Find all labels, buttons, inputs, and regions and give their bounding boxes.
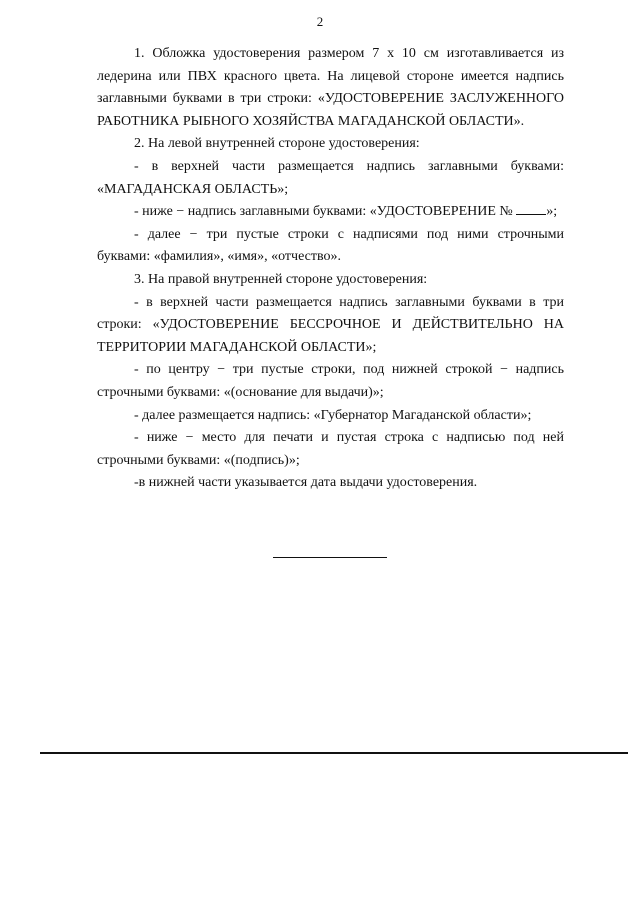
paragraph-left-number [97,201,564,224]
paragraph-left-name-lines: - далее − три пустые строки с надписями под ними строчными буквами: «фамилия», «имя», «отчество». [97,226,564,265]
page-number: 2 [316,14,324,29]
paragraph-left-number-text: - ниже − надпись заглавными буквами: «УДОСТОВЕРЕНИЕ № [134,204,517,220]
end-divider [273,557,387,558]
paragraph-right-center: - по центру − три пустые строки, под нижней строкой − надпись строчными буквами: «(основание для выдачи)»; [97,362,564,400]
footer-divider [40,752,628,754]
paragraph-right-top: - в верхней части размещается надпись заглавными буквами в три строки: «УДОСТОВЕРЕНИЕ БЕССРОЧНОЕ И ДЕЙСТВИТЕЛЬНО НА ТЕРРИТОРИИ МАГАДАНСКОЙ ОБЛАСТИ»; [97,294,564,355]
paragraph-left-number-end: »; [546,204,558,220]
document-body [97,43,564,495]
paragraph-right-date: -в нижней части указывается дата выдачи удостоверения. [134,475,478,491]
paragraph-left-side-heading: 2. На левой внутренней стороне удостоверения: [134,136,420,152]
paragraph-right-side-heading: 3. На правой внутренней стороне удостоверения: [134,271,428,287]
number-blank-line [516,202,546,215]
paragraph-right-stamp: - ниже − место для печати и пустая строка с надписью под ней строчными буквами: «(подпись)»; [97,430,564,468]
paragraph-right-governor: - далее размещается надпись: «Губернатор Магаданской области»; [134,407,532,423]
paragraph-left-top: - в верхней части размещается надпись заглавными буквами: «МАГАДАНСКАЯ ОБЛАСТЬ»; [97,158,564,197]
paragraph-cover: 1. Обложка удостоверения размером 7 х 10 см изготавливается из ледерина или ПВХ красного цвета. На лицевой стороне имеется надпись заглавными буквами в три строки: «УДОСТОВЕРЕНИЕ ЗАСЛУЖЕННОГО РАБОТНИКА РЫБНОГО ХОЗЯЙСТВА МАГАДАНСКОЙ ОБЛАСТИ». [97,46,564,129]
